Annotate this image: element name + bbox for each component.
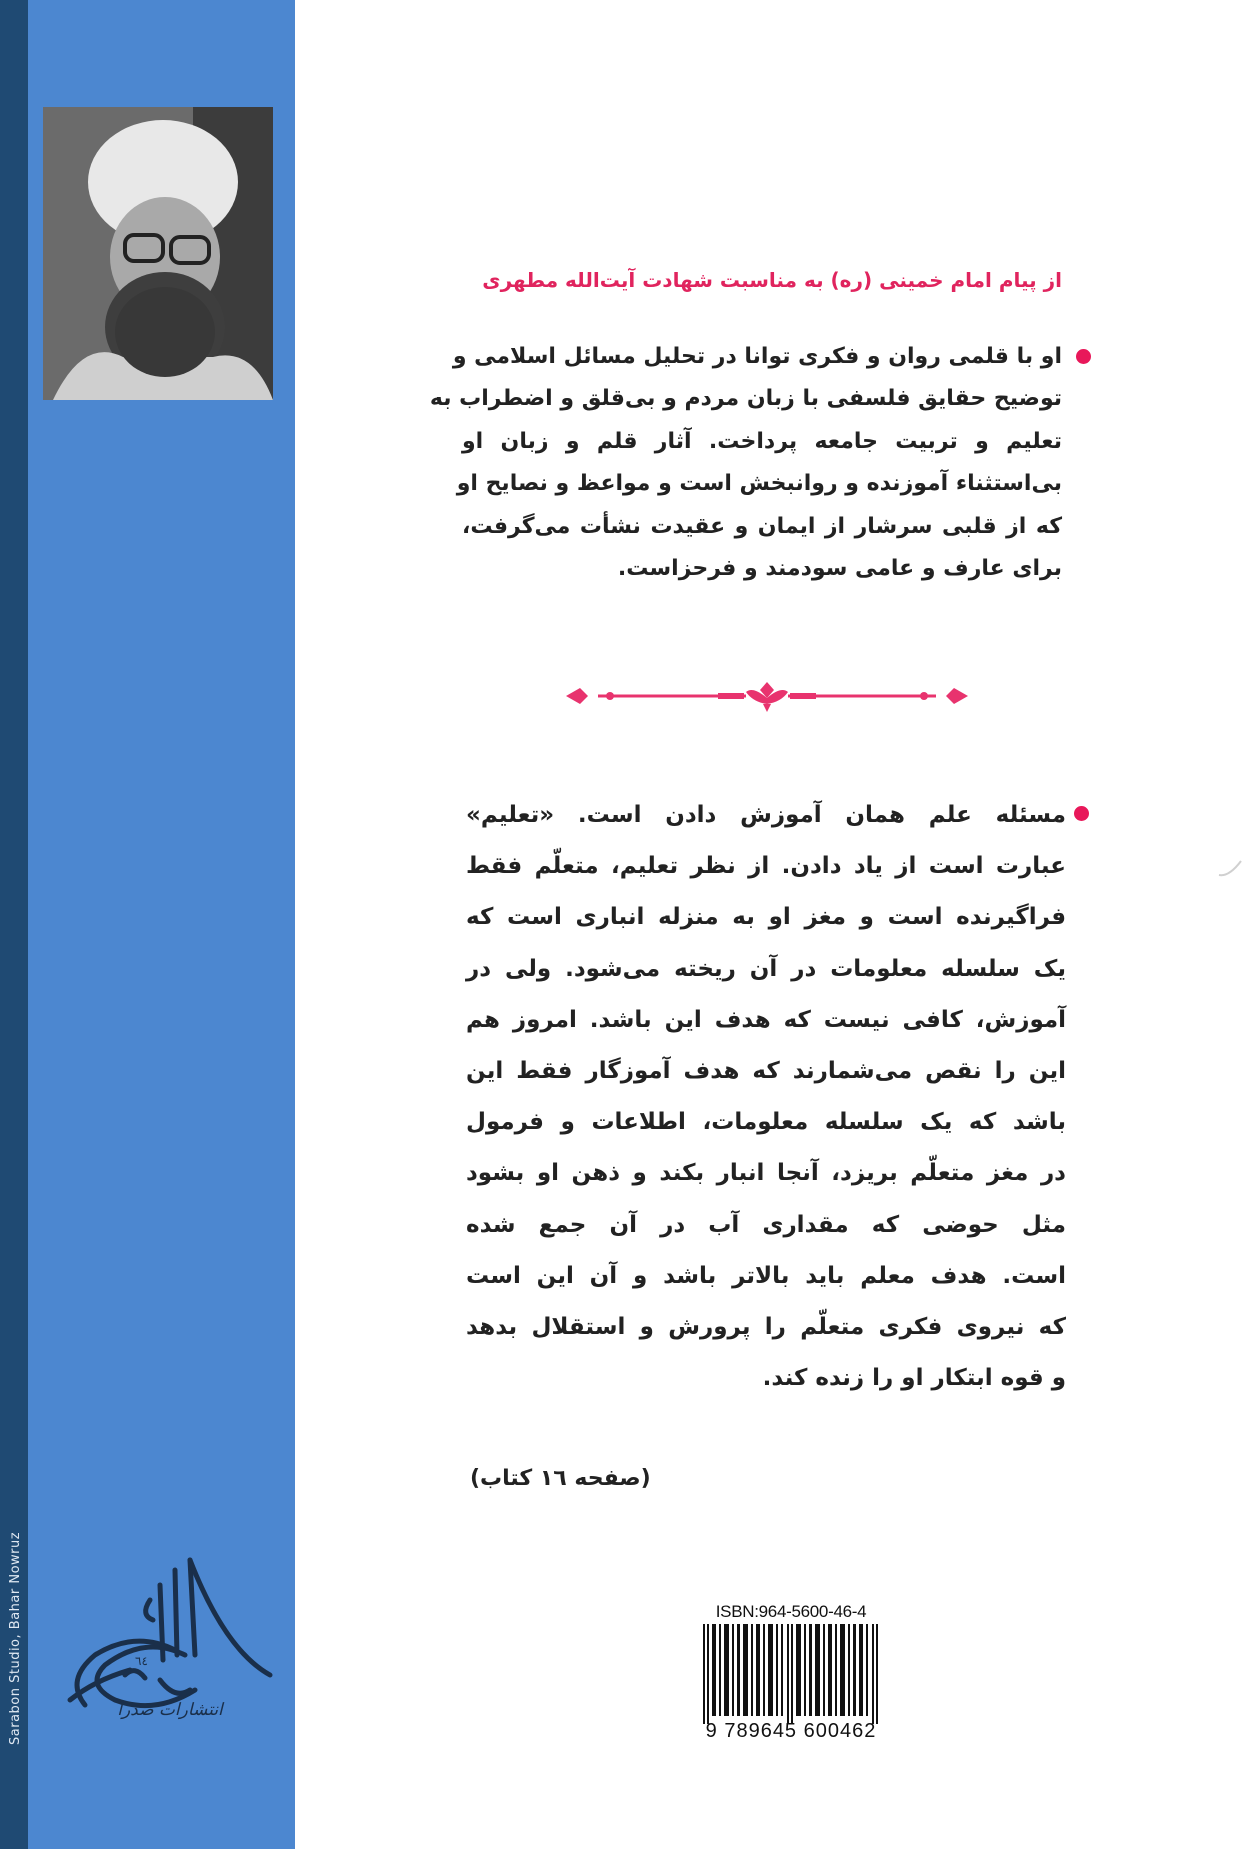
text-line: و قوه ابتکار او را زنده کند. (762, 1365, 1066, 1392)
text-line: فراگیرنده است و مغز او به منزله انباری است که (466, 904, 1066, 931)
portrait-icon (43, 107, 273, 400)
quote-paragraph-2 (466, 790, 1066, 1404)
text-line: مسئله علم همان آموزش دادن است. «تعلیم» (466, 802, 1066, 828)
text-line: او با قلمی روان و فکری توانا در تحلیل مسائل اسلامی و (452, 344, 1062, 369)
text-line: توضیح حقایق فلسفی با زبان مردم و بی‌قلق و اضطراب به (429, 386, 1062, 412)
text-line: باشد که یک سلسله معلومات، اطلاعات و فرمول (466, 1109, 1066, 1136)
text-line: بی‌استثناء آموزنده و روانبخش است و مواعظ و نصایح او (456, 471, 1062, 497)
isbn-barcode (693, 1600, 889, 1745)
text-line: عبارت است از یاد دادن. از نظر تعلیم، متعلّم فقط (466, 853, 1066, 880)
author-portrait (43, 107, 273, 400)
photo-credit-vertical: Sarabon Studio, Bahar Nowruz (8, 1531, 23, 1745)
quote-source: (صفحه ١٦ کتاب) (470, 1466, 651, 1491)
text-line: این را نقص می‌شمارند که هدف آموزگار فقط این (466, 1058, 1066, 1085)
text-line: آموزش، کافی نیست که هدف این باشد. امروز هم (466, 1006, 1066, 1033)
text-line: برای عارف و عامی سودمند و فرحزاست. (617, 556, 1062, 582)
text-line: است. هدف معلم باید بالاتر باشد و آن این است (466, 1262, 1066, 1289)
ornamental-divider-icon (558, 678, 976, 714)
text-line: در مغز متعلّم بریزد، آنجا انبار بکند و ذهن او بشود (466, 1160, 1066, 1187)
ornamental-divider (558, 678, 976, 714)
ean-number: 9 789645 600462 (705, 1720, 877, 1742)
bullet-icon (1076, 349, 1091, 364)
svg-text:٦٤: ٦٤ (135, 1654, 148, 1668)
quote-paragraph-1 (429, 336, 1062, 590)
text-line: که نیروی فکری متعلّم را پرورش و استقلال بدهد (466, 1314, 1066, 1341)
publisher-name: انتشارات صدرا (117, 1700, 223, 1720)
scan-mark-icon (1215, 855, 1245, 879)
isbn-number: ISBN:964-5600-46-4 (715, 1602, 867, 1621)
text-line: یک سلسله معلومات در آن ریخته می‌شود. ولی در (466, 955, 1066, 982)
text-line: که از قلبی سرشار از ایمان و عقیدت نشأت می‌گرفت، (462, 513, 1062, 539)
quote-heading: از پیام امام خمینی (ره) به مناسبت شهادت آیت‌الله مطهری (482, 268, 1062, 292)
text-line: تعلیم و تربیت جامعه پرداخت. آثار قلم و زبان او (462, 428, 1062, 454)
text-line: مثل حوضی که مقداری آب در آن جمع شده (466, 1211, 1066, 1238)
barcode-bars-icon (701, 1624, 881, 1724)
bullet-icon (1074, 806, 1089, 821)
